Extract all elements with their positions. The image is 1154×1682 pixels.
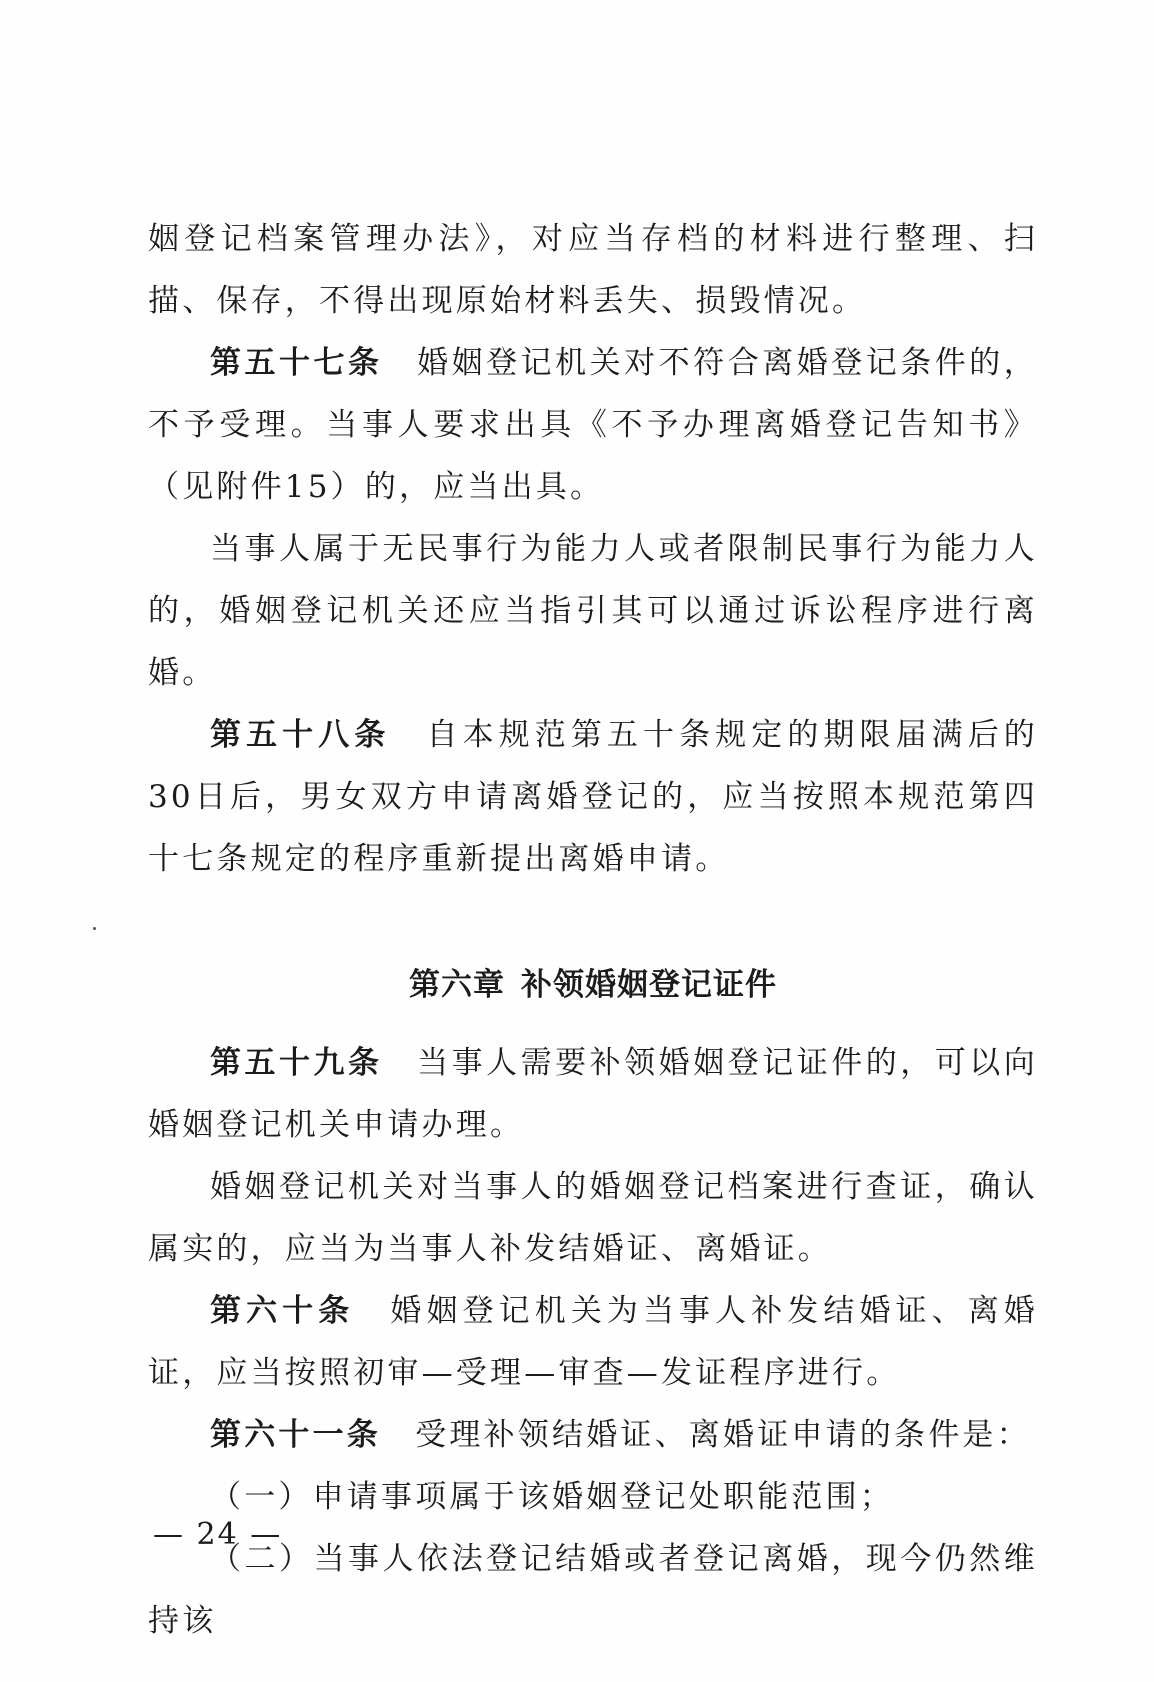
- chapter-number: 第六章: [409, 967, 505, 1003]
- article-heading: 第五十九条: [210, 1045, 383, 1081]
- paragraph-continued: [148, 208, 1038, 332]
- scan-speck: [93, 927, 96, 930]
- article-heading: 第五十八条: [210, 717, 391, 753]
- list-item-text: （一）申请事项属于该婚姻登记处职能范围；: [210, 1479, 894, 1515]
- article-59-paragraph: [148, 1032, 1038, 1156]
- paragraph-text: 当事人需要补领婚姻登记证件的，可以向婚姻登记机关申请办理。: [148, 1045, 1038, 1143]
- paragraph-text: 受理补领结婚证、离婚证申请的条件是：: [415, 1417, 1031, 1453]
- chapter-title: 补领婚姻登记证件: [521, 967, 777, 1003]
- paragraph-text: 婚姻登记机关对当事人的婚姻登记档案进行查证，确认属实的，应当为当事人补发结婚证、离婚证。: [148, 1169, 1038, 1267]
- article-60-paragraph: [148, 1280, 1038, 1404]
- article-58-paragraph: [148, 704, 1038, 890]
- list-item-text: （二）当事人依法登记结婚或者登记离婚，现今仍然维持该: [148, 1541, 1038, 1639]
- document-body: [148, 208, 1038, 1652]
- paragraph-text: 婚姻登记机关对不符合离婚登记条件的，不予受理。当事人要求出具《不予办理离婚登记告知书》（见附件15）的，应当出具。: [148, 345, 1038, 505]
- article-61-paragraph: [148, 1404, 1038, 1466]
- paragraph-text: 当事人属于无民事行为能力人或者限制民事行为能力人的，婚姻登记机关还应当指引其可以通过诉讼程序进行离婚。: [148, 531, 1038, 691]
- paragraph-text: 自本规范第五十条规定的期限届满后的30日后，男女双方申请离婚登记的，应当按照本规范第四十七条规定的程序重新提出离婚申请。: [148, 717, 1039, 877]
- paragraph-text: 姻登记档案管理办法》，对应当存档的材料进行整理、扫描、保存，不得出现原始材料丢失、损毁情况。: [148, 221, 1038, 319]
- article-heading: 第六十一条: [210, 1417, 381, 1453]
- paragraph: [148, 518, 1038, 704]
- article-heading: 第五十七条: [210, 345, 383, 381]
- chapter-heading: [148, 960, 1038, 1010]
- page-number: — 24 —: [153, 1517, 283, 1552]
- article-57-paragraph: [148, 332, 1038, 518]
- paragraph: [148, 1156, 1038, 1280]
- paragraph-text: 婚姻登记机关为当事人补发结婚证、离婚证，应当按照初审—受理—审查—发证程序进行。: [148, 1293, 1038, 1391]
- article-heading: 第六十条: [210, 1293, 355, 1329]
